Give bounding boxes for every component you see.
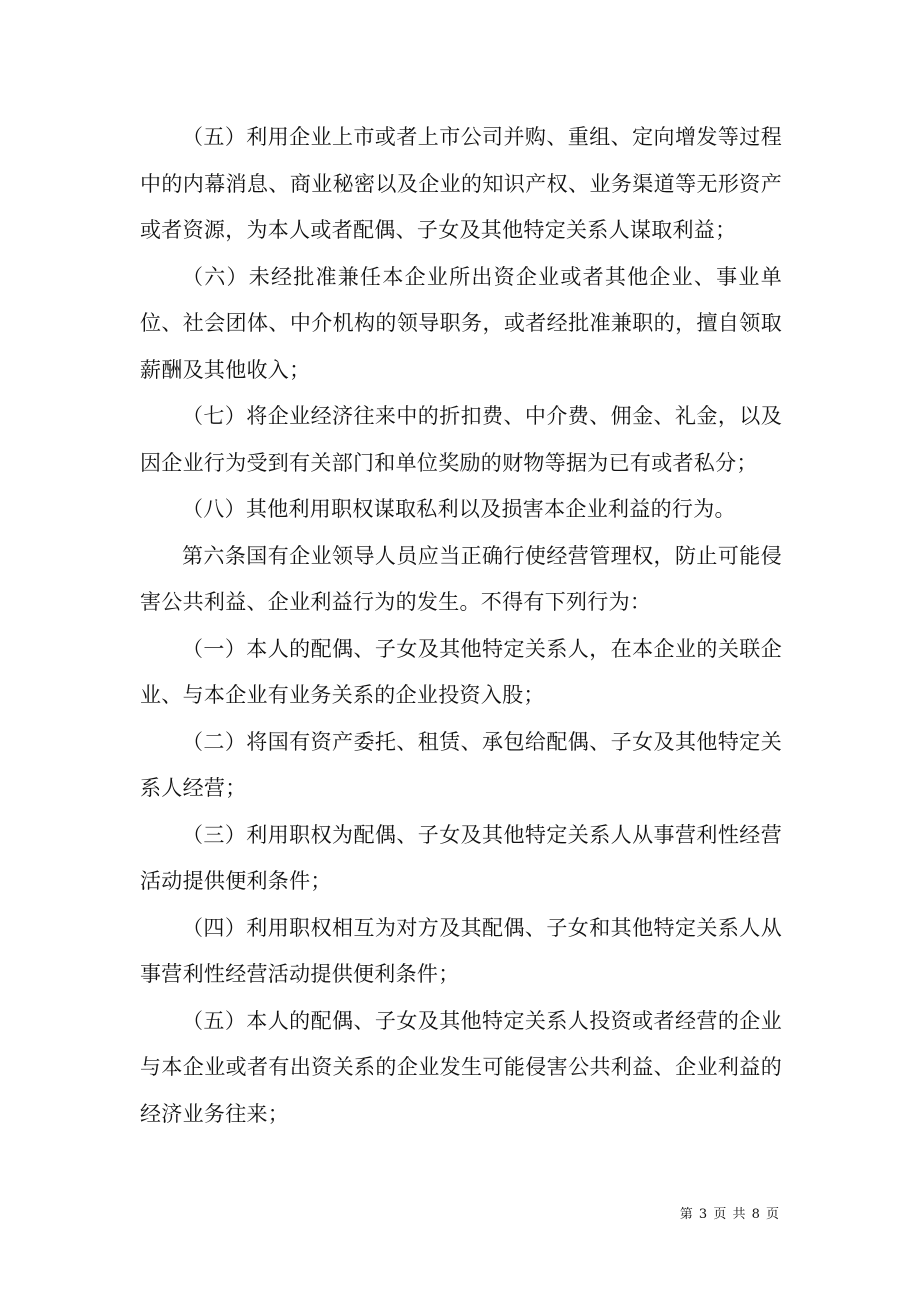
paragraph-item-5-leverage-listing: （五）利用企业上市或者上市公司并购、重组、定向增发等过程中的内幕消息、商业秘密以及企业的知识产权、业务渠道等无形资产或者资源，为本人或者配偶、子女及其他特定关系人谋取利益； [140, 125, 782, 242]
paragraph-item-6-concurrent-post: （六）未经批准兼任本企业所出资企业或者其他企业、事业单位、社会团体、中介机构的领导职务，或者经批准兼职的，擅自领取薪酬及其他收入； [140, 264, 782, 382]
paragraph-item-7-kickbacks: （七）将企业经济往来中的折扣费、中介费、佣金、礼金，以及因企业行为受到有关部门和单位奖励的财物等据为已有或者私分； [140, 404, 782, 475]
paragraph-item-8-other-abuse: （八）其他利用职权谋取私利以及损害本企业利益的行为。 [182, 497, 736, 521]
paragraph-article-6-item-2: （二）将国有资产委托、租赁、承包给配偶、子女及其他特定关系人经营； [140, 729, 782, 800]
paragraph-article-6-item-3: （三）利用职权为配偶、子女及其他特定关系人从事营利性经营活动提供便利条件； [140, 822, 782, 893]
page-number-footer: 第 3 页 共 8 页 [679, 1207, 780, 1222]
paragraph-article-6-item-1: （一）本人的配偶、子女及其他特定关系人，在本企业的关联企业、与本企业有业务关系的企业投资入股； [140, 636, 782, 707]
paragraph-article-6-item-4: （四）利用职权相互为对方及其配偶、子女和其他特定关系人从事营利性经营活动提供便利条件； [140, 915, 782, 986]
paragraph-article-6-item-5: （五）本人的配偶、子女及其他特定关系人投资或者经营的企业与本企业或者有出资关系的企业发生可能侵害公共利益、企业利益的经济业务往来； [140, 1008, 782, 1126]
paragraph-article-6: 第六条国有企业领导人员应当正确行使经营管理权，防止可能侵害公共利益、企业利益行为的发生。不得有下列行为： [140, 543, 782, 614]
document-body [140, 114, 782, 1137]
